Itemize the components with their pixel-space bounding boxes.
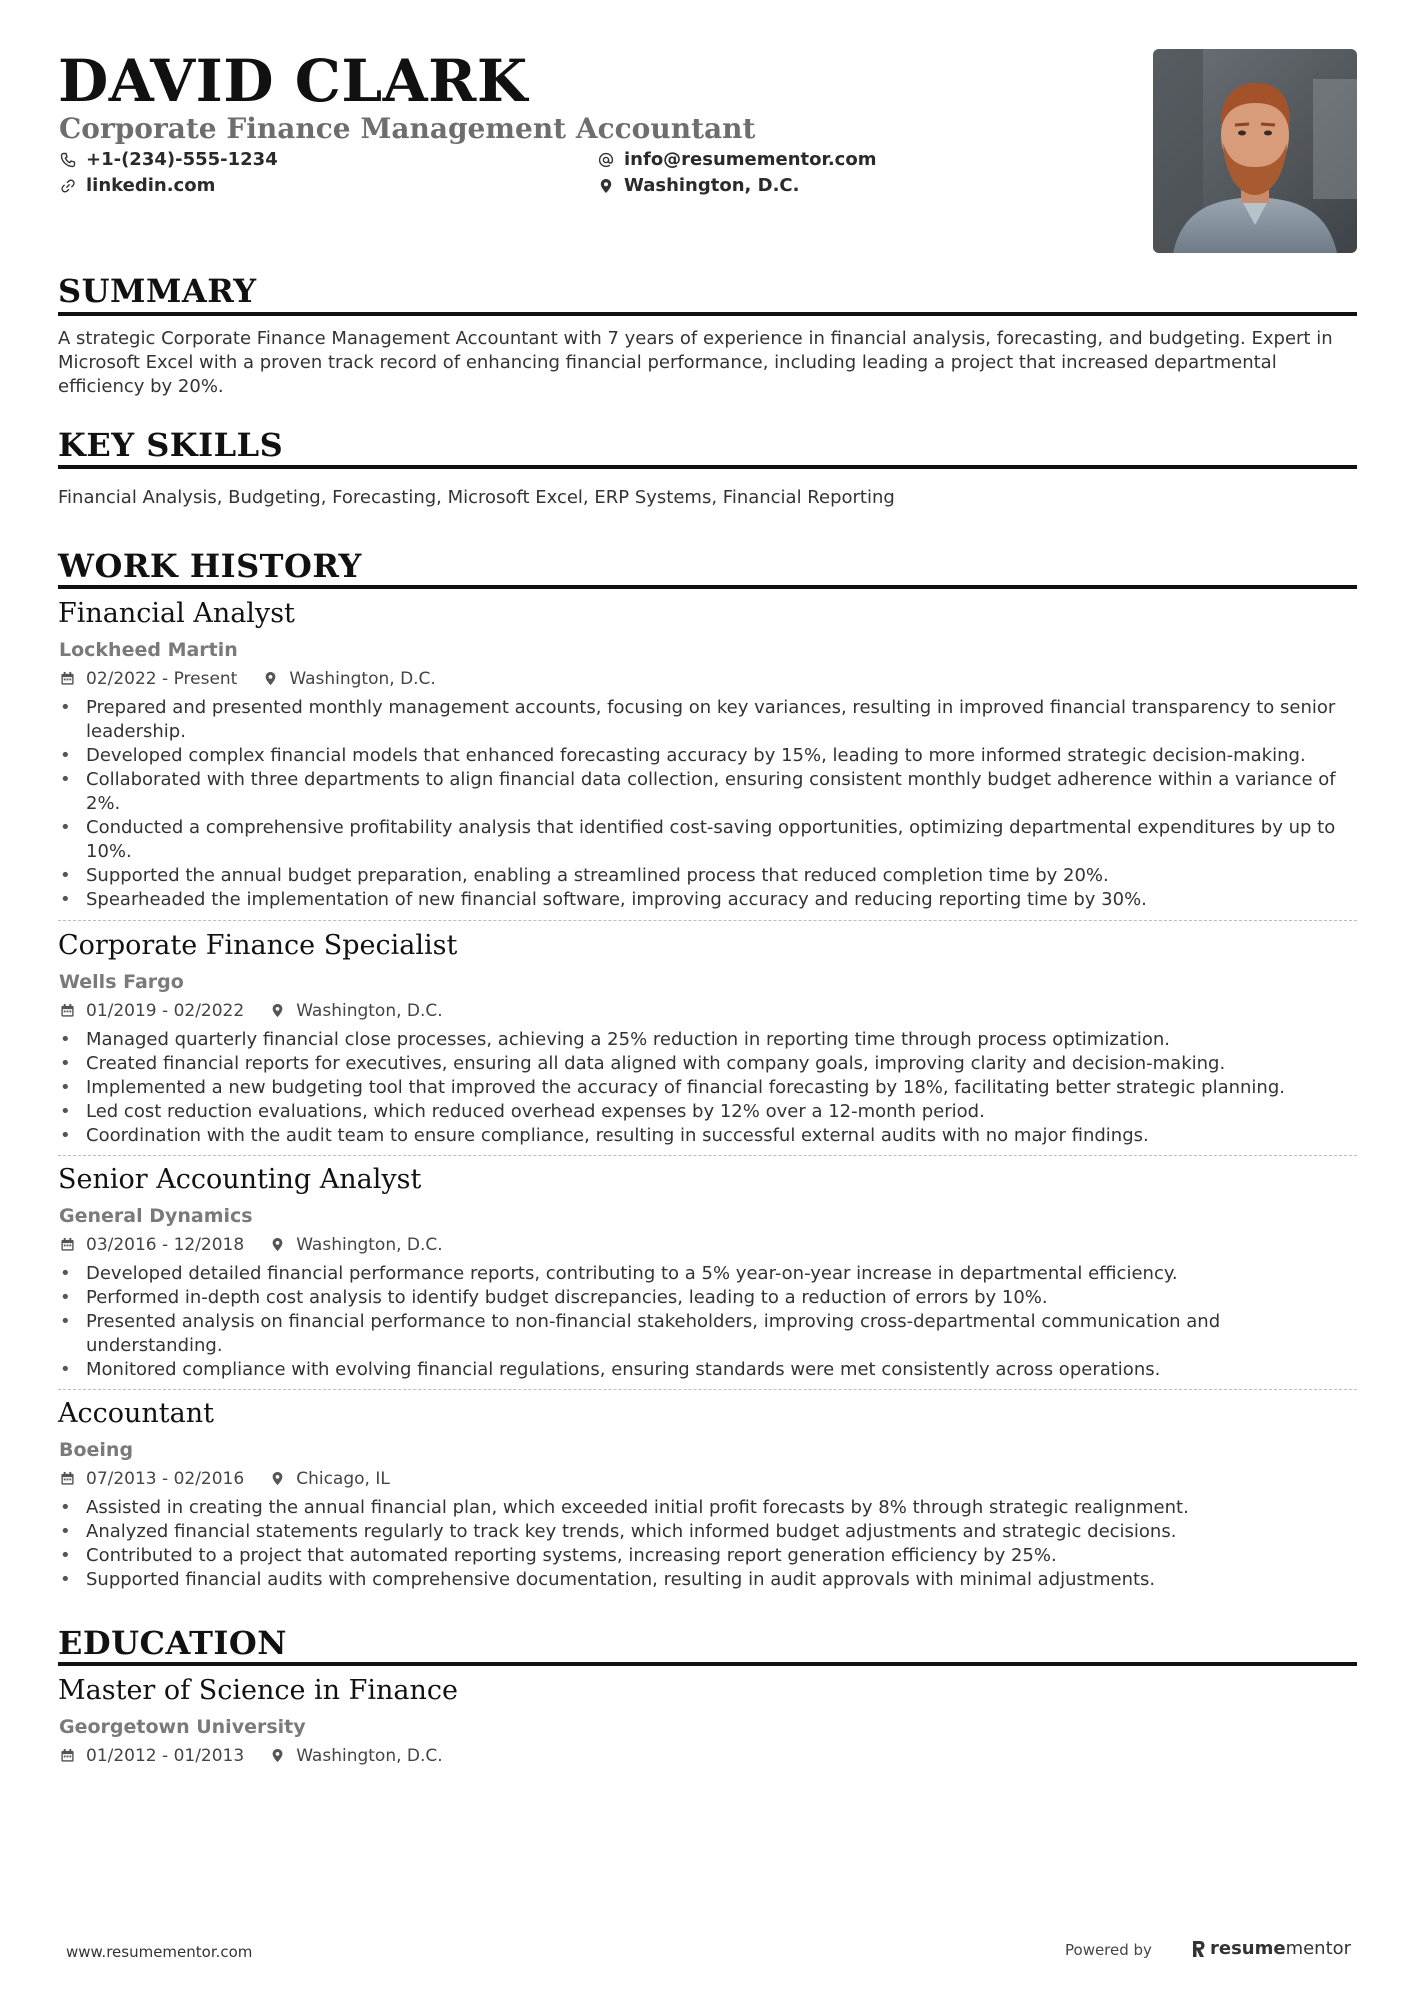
email-text: info@resumementor.com xyxy=(624,149,877,170)
job-bullet: • Contributed to a project that automated reporting systems, increasing report generation efficiency by 25%. xyxy=(58,1544,1357,1568)
resumementor-logo-icon xyxy=(1190,1939,1206,1959)
job-bullet: • Monitored compliance with evolving financial regulations, ensuring standards were met consistently across operations. xyxy=(58,1358,1357,1382)
footer-website[interactable]: www.resumementor.com xyxy=(66,1943,253,1961)
job-location-text: Washington, D.C. xyxy=(296,1235,443,1255)
job-meta xyxy=(60,1468,390,1490)
brand-name-bold: resume xyxy=(1210,1938,1286,1959)
phone-icon xyxy=(59,151,77,169)
job-bullet: • Collaborated with three departments to align financial data collection, ensuring consistent monthly budget adherence within a variance of 2%. xyxy=(58,768,1357,816)
skills-heading: KEY SKILLS xyxy=(58,426,284,464)
job-dates: 03/2016 - 12/2018 xyxy=(86,1235,245,1255)
linkedin-text: linkedin.com xyxy=(86,175,216,196)
candidate-name: DAVID CLARK xyxy=(58,47,528,115)
education-degree: Master of Science in Finance xyxy=(58,1675,459,1706)
job-company: General Dynamics xyxy=(59,1205,253,1227)
job-meta xyxy=(60,668,436,690)
phone-text: +1-(234)-555-1234 xyxy=(86,149,278,170)
job-location-text: Chicago, IL xyxy=(296,1469,390,1489)
education-rule xyxy=(58,1662,1357,1666)
map-pin-icon xyxy=(270,1471,286,1487)
job-location-text: Washington, D.C. xyxy=(296,1001,443,1021)
job-bullets xyxy=(58,1262,1357,1382)
brand-name-light: mentor xyxy=(1285,1938,1352,1959)
link-icon xyxy=(59,177,77,195)
map-pin-icon xyxy=(270,1748,286,1764)
job-bullet: • Supported the annual budget preparation, enabling a streamlined process that reduced completion time by 20%. xyxy=(58,864,1357,888)
summary-text: A strategic Corporate Finance Management Accountant with 7 years of experience in financial analysis, forecasting, and budgeting. Expert in Microsoft Excel with a proven track record of enhancing financial performance, including leading a project that increased departmental efficiency by 20%. xyxy=(58,328,1333,397)
job-title: Accountant xyxy=(58,1398,214,1429)
job-bullet: • Presented analysis on financial performance to non-financial stakeholders, improving cross-departmental communication and understanding. xyxy=(58,1310,1357,1358)
summary-rule xyxy=(58,312,1357,316)
summary-heading: SUMMARY xyxy=(58,272,257,310)
job-company: Boeing xyxy=(59,1439,134,1461)
job-divider xyxy=(58,920,1357,921)
contact-phone xyxy=(59,148,278,172)
job-bullet: • Spearheaded the implementation of new financial software, improving accuracy and reducing reporting time by 30%. xyxy=(58,888,1357,912)
calendar-icon xyxy=(60,671,76,687)
candidate-role: Corporate Finance Management Accountant xyxy=(59,112,756,145)
powered-by-label: Powered by xyxy=(1065,1941,1152,1959)
education-location xyxy=(270,1745,442,1767)
skills-rule xyxy=(58,465,1357,469)
job-location xyxy=(263,668,435,690)
job-title: Corporate Finance Specialist xyxy=(58,930,458,961)
job-bullet: • Supported financial audits with comprehensive documentation, resulting in audit approvals with minimal adjustments. xyxy=(58,1568,1357,1592)
job-divider xyxy=(58,1389,1357,1390)
map-pin-icon xyxy=(263,671,279,687)
job-divider xyxy=(58,1155,1357,1156)
at-sign-icon xyxy=(597,151,615,169)
job-meta xyxy=(60,1000,443,1022)
job-bullet: • Led cost reduction evaluations, which reduced overhead expenses by 12% over a 12-month period. xyxy=(58,1100,1357,1124)
job-company: Wells Fargo xyxy=(59,971,184,993)
work-heading: WORK HISTORY xyxy=(58,547,362,585)
map-pin-icon xyxy=(270,1003,286,1019)
job-bullet: • Managed quarterly financial close processes, achieving a 25% reduction in reporting time through process optimization. xyxy=(58,1028,1357,1052)
job-bullet: • Assisted in creating the annual financial plan, which exceeded initial profit forecasts by 8% through strategic realignment. xyxy=(58,1496,1357,1520)
calendar-icon xyxy=(60,1471,76,1487)
job-bullets xyxy=(58,696,1357,912)
job-bullet: • Prepared and presented monthly management accounts, focusing on key variances, resulting in improved financial transparency to senior leadership. xyxy=(58,696,1357,744)
job-bullet: • Coordination with the audit team to ensure compliance, resulting in successful external audits with no major findings. xyxy=(58,1124,1357,1148)
map-pin-icon xyxy=(597,177,615,195)
job-bullet: • Conducted a comprehensive profitability analysis that identified cost-saving opportunities, optimizing departmental expenditures by up to 10%. xyxy=(58,816,1357,864)
contact-location xyxy=(597,174,799,198)
job-bullet: • Analyzed financial statements regularly to track key trends, which informed budget adjustments and strategic decisions. xyxy=(58,1520,1357,1544)
education-location-text: Washington, D.C. xyxy=(296,1746,443,1766)
education-school: Georgetown University xyxy=(59,1716,306,1738)
job-location-text: Washington, D.C. xyxy=(289,669,436,689)
calendar-icon xyxy=(60,1003,76,1019)
education-heading: EDUCATION xyxy=(58,1624,287,1662)
education-dates: 01/2012 - 01/2013 xyxy=(86,1746,245,1766)
calendar-icon xyxy=(60,1748,76,1764)
job-title: Financial Analyst xyxy=(58,598,295,629)
job-dates: 01/2019 - 02/2022 xyxy=(86,1001,245,1021)
job-bullets xyxy=(58,1028,1357,1148)
education-meta xyxy=(60,1745,443,1767)
job-bullet: • Implemented a new budgeting tool that improved the accuracy of financial forecasting by 18%, facilitating better strategic planning. xyxy=(58,1076,1357,1100)
brand-logo[interactable] xyxy=(1190,1937,1351,1961)
calendar-icon xyxy=(60,1237,76,1253)
job-bullets xyxy=(58,1496,1357,1592)
skills-text: Financial Analysis, Budgeting, Forecasting, Microsoft Excel, ERP Systems, Financial Reporting xyxy=(58,487,895,508)
map-pin-icon xyxy=(270,1237,286,1253)
profile-photo xyxy=(1153,49,1357,253)
job-dates: 02/2022 - Present xyxy=(86,669,238,689)
job-title: Senior Accounting Analyst xyxy=(58,1164,422,1195)
contact-email xyxy=(597,148,876,172)
job-bullet: • Performed in-depth cost analysis to identify budget discrepancies, leading to a reduction of errors by 10%. xyxy=(58,1286,1357,1310)
job-location xyxy=(270,1234,442,1256)
job-bullet: • Developed detailed financial performance reports, contributing to a 5% year-on-year increase in departmental efficiency. xyxy=(58,1262,1357,1286)
job-bullet: • Created financial reports for executives, ensuring all data aligned with company goals, improving clarity and decision-making. xyxy=(58,1052,1357,1076)
job-company: Lockheed Martin xyxy=(59,639,238,661)
job-location xyxy=(270,1468,390,1490)
contact-linkedin xyxy=(59,174,215,198)
job-location xyxy=(270,1000,442,1022)
job-meta xyxy=(60,1234,443,1256)
job-bullet: • Developed complex financial models that enhanced forecasting accuracy by 15%, leading to more informed strategic decision-making. xyxy=(58,744,1357,768)
work-rule xyxy=(58,585,1357,589)
location-text: Washington, D.C. xyxy=(624,175,800,196)
job-dates: 07/2013 - 02/2016 xyxy=(86,1469,245,1489)
